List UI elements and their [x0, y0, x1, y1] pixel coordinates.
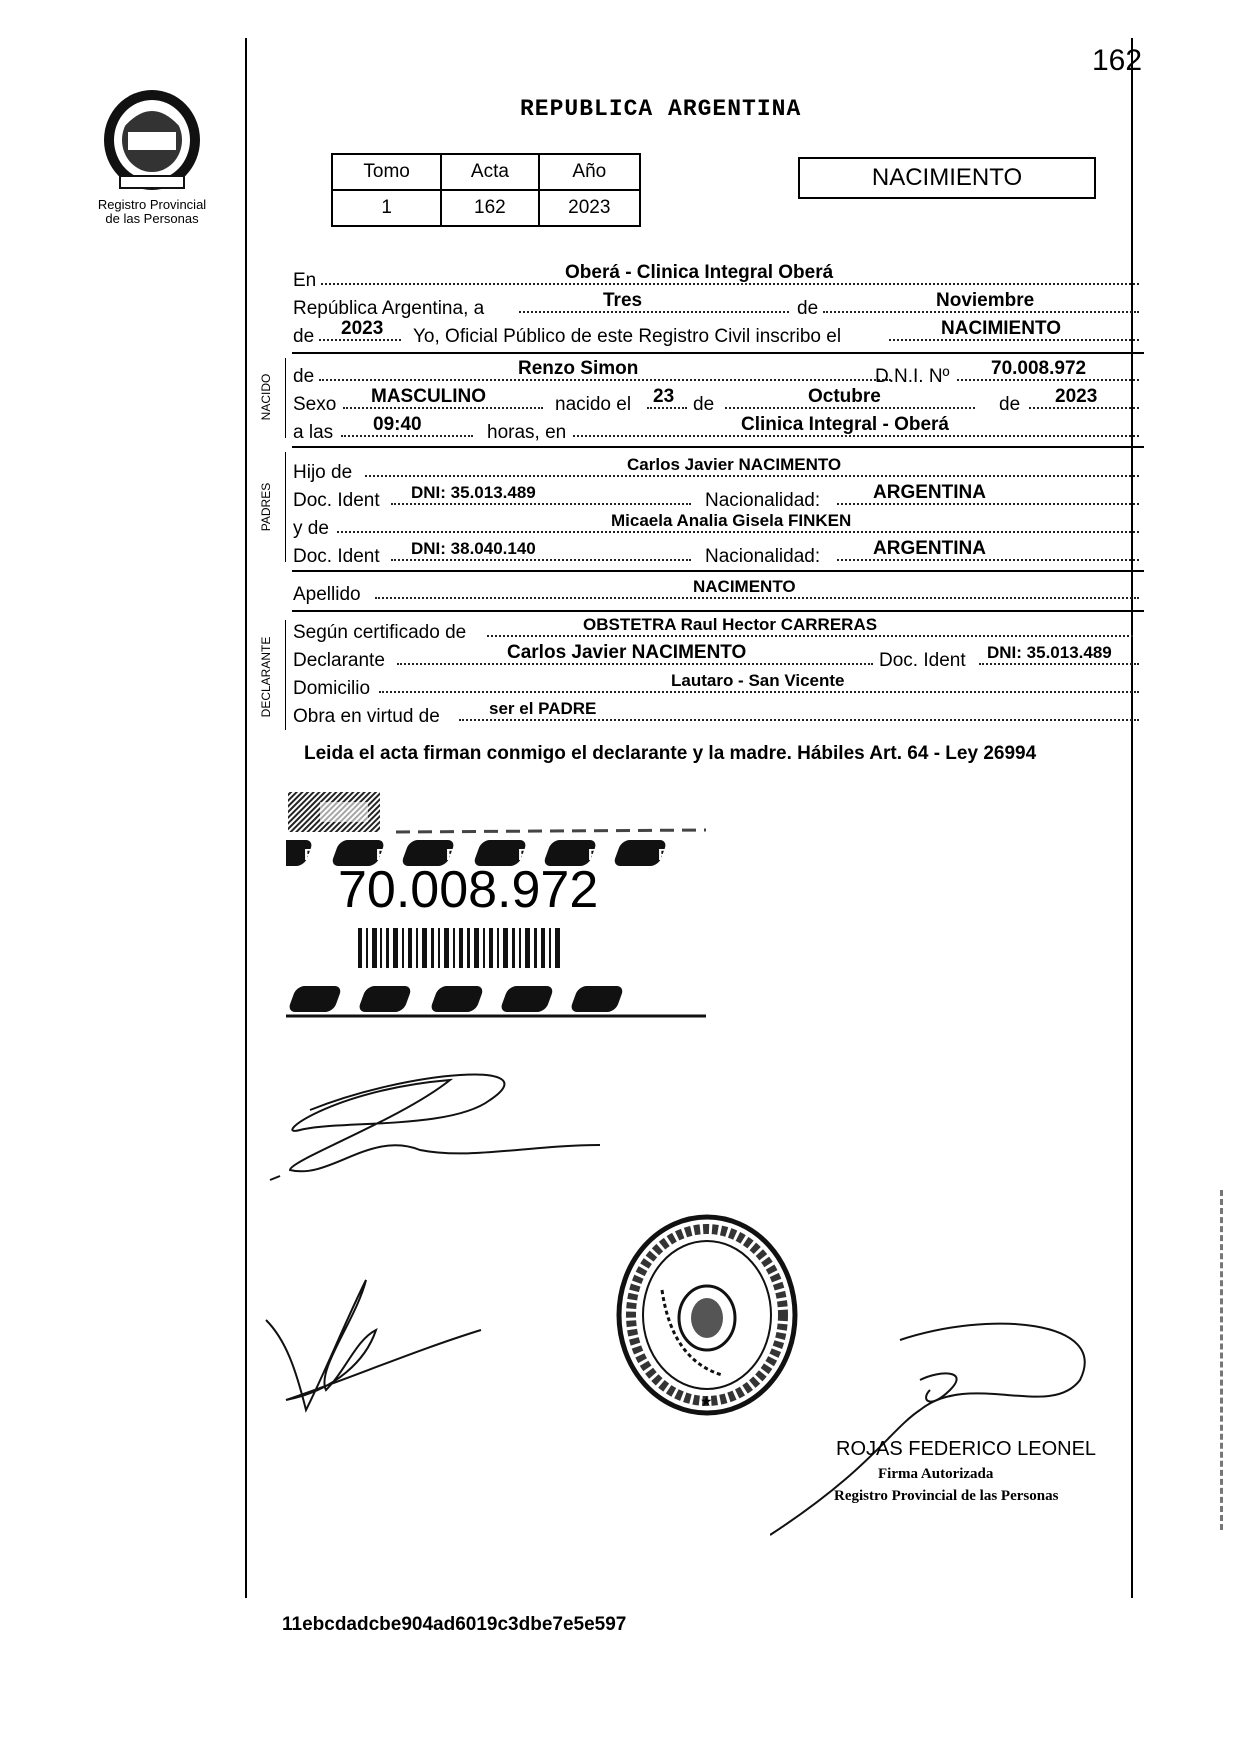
- hijo-de-label: Hijo de: [293, 462, 353, 483]
- field-row-apellido: [293, 577, 1143, 606]
- declarante-value: Carlos Javier NACIMENTO: [507, 642, 747, 663]
- a-las-label: a las: [293, 422, 334, 443]
- signature-madre-icon: [256, 1260, 486, 1420]
- field-row-sexo: [293, 386, 1143, 416]
- registry-caption-line2: de las Personas: [105, 211, 199, 226]
- section-label-declarante: DECLARANTE: [259, 636, 273, 718]
- svg-text:R: R: [658, 847, 670, 864]
- acta-value-row: [332, 190, 640, 226]
- domicilio-label: Domicilio: [293, 678, 371, 699]
- bracket-nacido: [285, 358, 286, 438]
- acta-table: [331, 153, 641, 227]
- svg-text:R: R: [376, 847, 388, 864]
- signatory-role: Firma Autorizada: [878, 1466, 994, 1482]
- madre-nac-value: ARGENTINA: [873, 538, 986, 559]
- field-row-republica: [293, 290, 1143, 320]
- field-row-certificado: [293, 615, 1143, 644]
- apellido-value: NACIMENTO: [693, 577, 796, 596]
- field-row-hijo: [293, 455, 1143, 484]
- decl-doc-dots: [979, 663, 1139, 665]
- madre-doc-label: Doc. Ident: [293, 546, 380, 567]
- provincia-misiones-seal-icon: [98, 84, 206, 194]
- section-label-nacido: NACIDO: [259, 373, 273, 421]
- padre-doc-label: Doc. Ident: [293, 490, 380, 511]
- dni-value: 70.008.972: [991, 358, 1087, 379]
- madre-value: Micaela Analia Gisela FINKEN: [611, 511, 852, 530]
- registry-logo: [98, 84, 206, 194]
- divider-padres-top: [292, 446, 1144, 448]
- de-label: de: [797, 298, 819, 319]
- signatory-name: ROJAS FEDERICO LEONEL: [836, 1438, 1097, 1460]
- lugar-value: Clinica Integral - Oberá: [741, 414, 949, 435]
- page-number: 162: [1092, 44, 1143, 77]
- padre-doc-value: DNI: 35.013.489: [411, 483, 536, 502]
- domicilio-dots: [379, 691, 1139, 693]
- svg-text:R: R: [588, 847, 600, 864]
- document-title: REPUBLICA ARGENTINA: [520, 96, 802, 122]
- field-row-madre: [293, 511, 1143, 540]
- domicilio-value: Lautaro - San Vicente: [671, 671, 845, 690]
- acta-value-tomo: 1: [332, 190, 441, 226]
- acta-header-tomo: Tomo: [332, 154, 441, 190]
- en-value: Oberá - Clinica Integral Oberá: [565, 262, 834, 283]
- decl-doc-value: DNI: 35.013.489: [987, 643, 1112, 662]
- registry-caption: [82, 198, 222, 226]
- nac-de-label: de: [693, 394, 715, 415]
- record-type-box: NACIMIENTO: [798, 157, 1096, 199]
- svg-text:R: R: [304, 847, 316, 864]
- nombre-de-label: de: [293, 366, 315, 387]
- apellido-dots: [375, 597, 1139, 599]
- signature-declarante: [250, 1050, 620, 1200]
- fingerprint-dni: 70.008.972: [338, 861, 599, 919]
- bracket-padres: [285, 452, 286, 562]
- sexo-value: MASCULINO: [371, 386, 487, 407]
- obra-label: Obra en virtud de: [293, 706, 440, 727]
- left-margin-line: [245, 38, 247, 1598]
- nac-anio-value: 2023: [1055, 386, 1098, 407]
- declarante-label: Declarante: [293, 650, 385, 671]
- svg-text:★: ★: [700, 1393, 713, 1409]
- field-row-nombre: [293, 358, 1143, 388]
- tipo-value: NACIMIENTO: [941, 318, 1061, 339]
- padre-nac-value: ARGENTINA: [873, 482, 986, 503]
- dia-value: Tres: [603, 290, 643, 311]
- apellido-label: Apellido: [293, 584, 361, 605]
- en-label: En: [293, 270, 317, 291]
- de-anio-label: de: [293, 326, 315, 347]
- padre-value: Carlos Javier NACIMENTO: [627, 455, 842, 474]
- field-row-oficial: [293, 318, 1143, 348]
- acta-header-anio: Año: [539, 154, 640, 190]
- decl-doc-label: Doc. Ident: [879, 650, 966, 671]
- hijo-dots: [365, 475, 1139, 477]
- scan-edge-marks: [1220, 1190, 1226, 1530]
- signature-authorized: [770, 1310, 1100, 1540]
- field-row-hora: [293, 414, 1143, 444]
- republica-dots-1: [519, 311, 789, 313]
- field-row-obra: [293, 699, 1143, 728]
- sexo-label: Sexo: [293, 394, 337, 415]
- obra-dots: [459, 719, 1139, 721]
- svg-text:R: R: [518, 847, 530, 864]
- acta-value-acta: 162: [441, 190, 538, 226]
- acta-header-row: [332, 154, 640, 190]
- certificado-dots: [487, 635, 1133, 637]
- signature-authorized-icon: [770, 1310, 1100, 1540]
- bracket-declarante: [285, 620, 286, 730]
- mes-value: Noviembre: [936, 290, 1035, 311]
- divider-nacido-top: [292, 352, 1144, 354]
- dni-label: D.N.I. Nº: [875, 366, 950, 387]
- padre-doc-dots: [391, 503, 691, 505]
- madre-nac-label: Nacionalidad:: [705, 546, 821, 567]
- obra-value: ser el PADRE: [489, 699, 597, 718]
- signatory-office: Registro Provincial de las Personas: [834, 1488, 1059, 1504]
- document-hash: 11ebcdadcbe904ad6019c3dbe7e5e597: [282, 1614, 627, 1635]
- nac-mes-value: Octubre: [808, 386, 881, 407]
- anio-value: 2023: [341, 318, 384, 339]
- closing-note: Leida el acta firman conmigo el declarante y la madre. Hábiles Art. 64 - Ley 26994: [304, 743, 1037, 764]
- svg-text:R: R: [446, 847, 458, 864]
- field-row-declarante: [293, 642, 1143, 672]
- horas-en-label: horas, en: [487, 422, 567, 443]
- madre-doc-value: DNI: 38.040.140: [411, 539, 536, 558]
- acta-value-anio: 2023: [539, 190, 640, 226]
- divider-declarante-top: [292, 610, 1144, 612]
- divider-apellido-top: [292, 570, 1144, 572]
- section-label-padres: PADRES: [259, 482, 273, 532]
- nombre-value: Renzo Simon: [518, 358, 639, 379]
- nacido-el-label: nacido el: [555, 394, 632, 415]
- madre-doc-dots: [391, 559, 691, 561]
- certificado-label: Según certificado de: [293, 622, 467, 643]
- acta-header-acta: Acta: [441, 154, 538, 190]
- signature-madre: [256, 1260, 486, 1420]
- field-row-domicilio: [293, 671, 1143, 700]
- y-de-label: y de: [293, 518, 329, 539]
- oficial-text: Yo, Oficial Público de este Registro Civil inscribo el: [413, 326, 842, 347]
- padre-nac-label: Nacionalidad:: [705, 490, 821, 511]
- certificado-value: OBSTETRA Raul Hector CARRERAS: [583, 615, 878, 634]
- nac-de2-label: de: [999, 394, 1021, 415]
- signature-declarante-icon: [250, 1050, 620, 1200]
- hora-value: 09:40: [373, 414, 422, 435]
- field-row-padre-doc: [293, 482, 1143, 512]
- madre-dots: [337, 531, 1139, 533]
- field-row-en: [293, 262, 1143, 292]
- field-row-madre-doc: [293, 538, 1143, 568]
- republica-label: República Argentina, a: [293, 298, 485, 319]
- nac-dia-value: 23: [653, 386, 675, 407]
- registry-caption-line1: Registro Provincial: [97, 197, 207, 212]
